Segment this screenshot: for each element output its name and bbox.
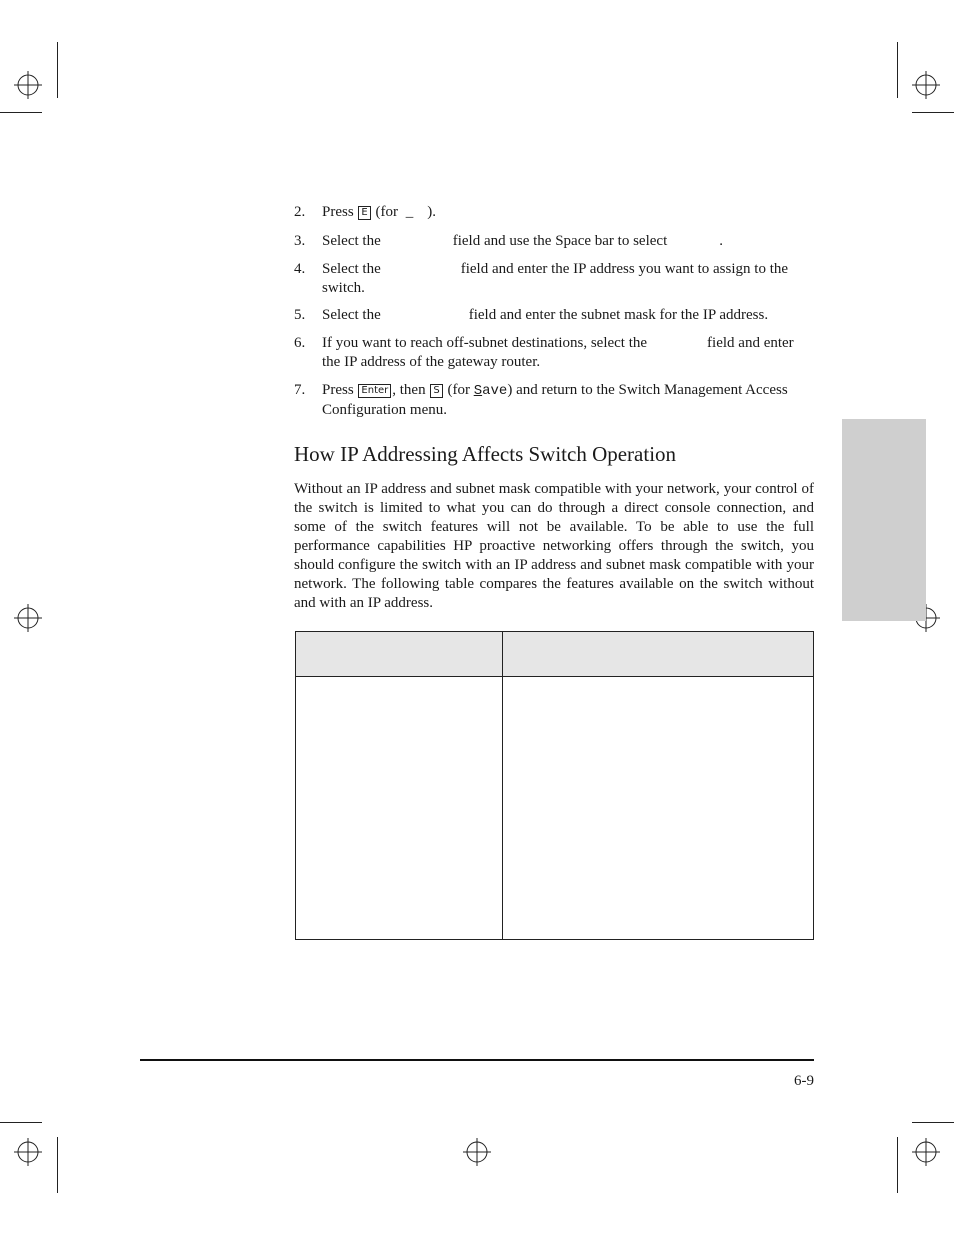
registration-target-icon <box>911 1137 941 1167</box>
chapter-thumb-tab <box>842 419 926 621</box>
crop-mark-top-left-h <box>0 112 42 113</box>
registration-target-icon <box>13 603 43 633</box>
registration-target-icon <box>13 1137 43 1167</box>
keycap-s: S <box>430 384 442 398</box>
table-header-row <box>296 632 813 677</box>
step-number: 2. <box>294 204 306 220</box>
registration-target-icon <box>13 70 43 100</box>
feature-comparison-table <box>295 631 814 940</box>
step-number: 3. <box>294 233 306 249</box>
crop-mark-top-left-v <box>57 42 58 98</box>
section-title: How IP Addressing Affects Switch Operation <box>294 442 677 466</box>
step-number: 4. <box>294 261 306 277</box>
crop-mark-bottom-right-v <box>897 1137 898 1193</box>
save-command: Save <box>473 383 508 399</box>
footer-rule <box>140 1059 814 1061</box>
keycap-e: E <box>358 206 370 220</box>
keycap-enter: Enter <box>358 384 391 398</box>
registration-target-icon <box>462 1137 492 1167</box>
crop-mark-bottom-right-h <box>912 1122 954 1123</box>
registration-target-icon <box>911 70 941 100</box>
table-column-divider <box>502 632 503 939</box>
crop-mark-top-right-h <box>912 112 954 113</box>
crop-mark-top-right-v <box>897 42 898 98</box>
step-number: 5. <box>294 307 306 323</box>
page-number: 6-9 <box>794 1073 814 1089</box>
body-paragraph: Without an IP address and subnet mask compatible with your network, your control of the switch is limited to what you can do through a direct console connection, and some of the switch features will not be available. To be able to use the full performance capabilities HP proactive networking offers through the switch, you should configure the switch with an IP address and subnet mask compatible with your network. The following table compares the features available on the switch without and with an IP address. <box>294 481 814 611</box>
crop-mark-bottom-left-h <box>0 1122 42 1123</box>
blank-placeholder: _ <box>405 204 414 220</box>
step-number: 6. <box>294 335 306 351</box>
crop-mark-bottom-left-v <box>57 1137 58 1193</box>
step-number: 7. <box>294 382 306 398</box>
